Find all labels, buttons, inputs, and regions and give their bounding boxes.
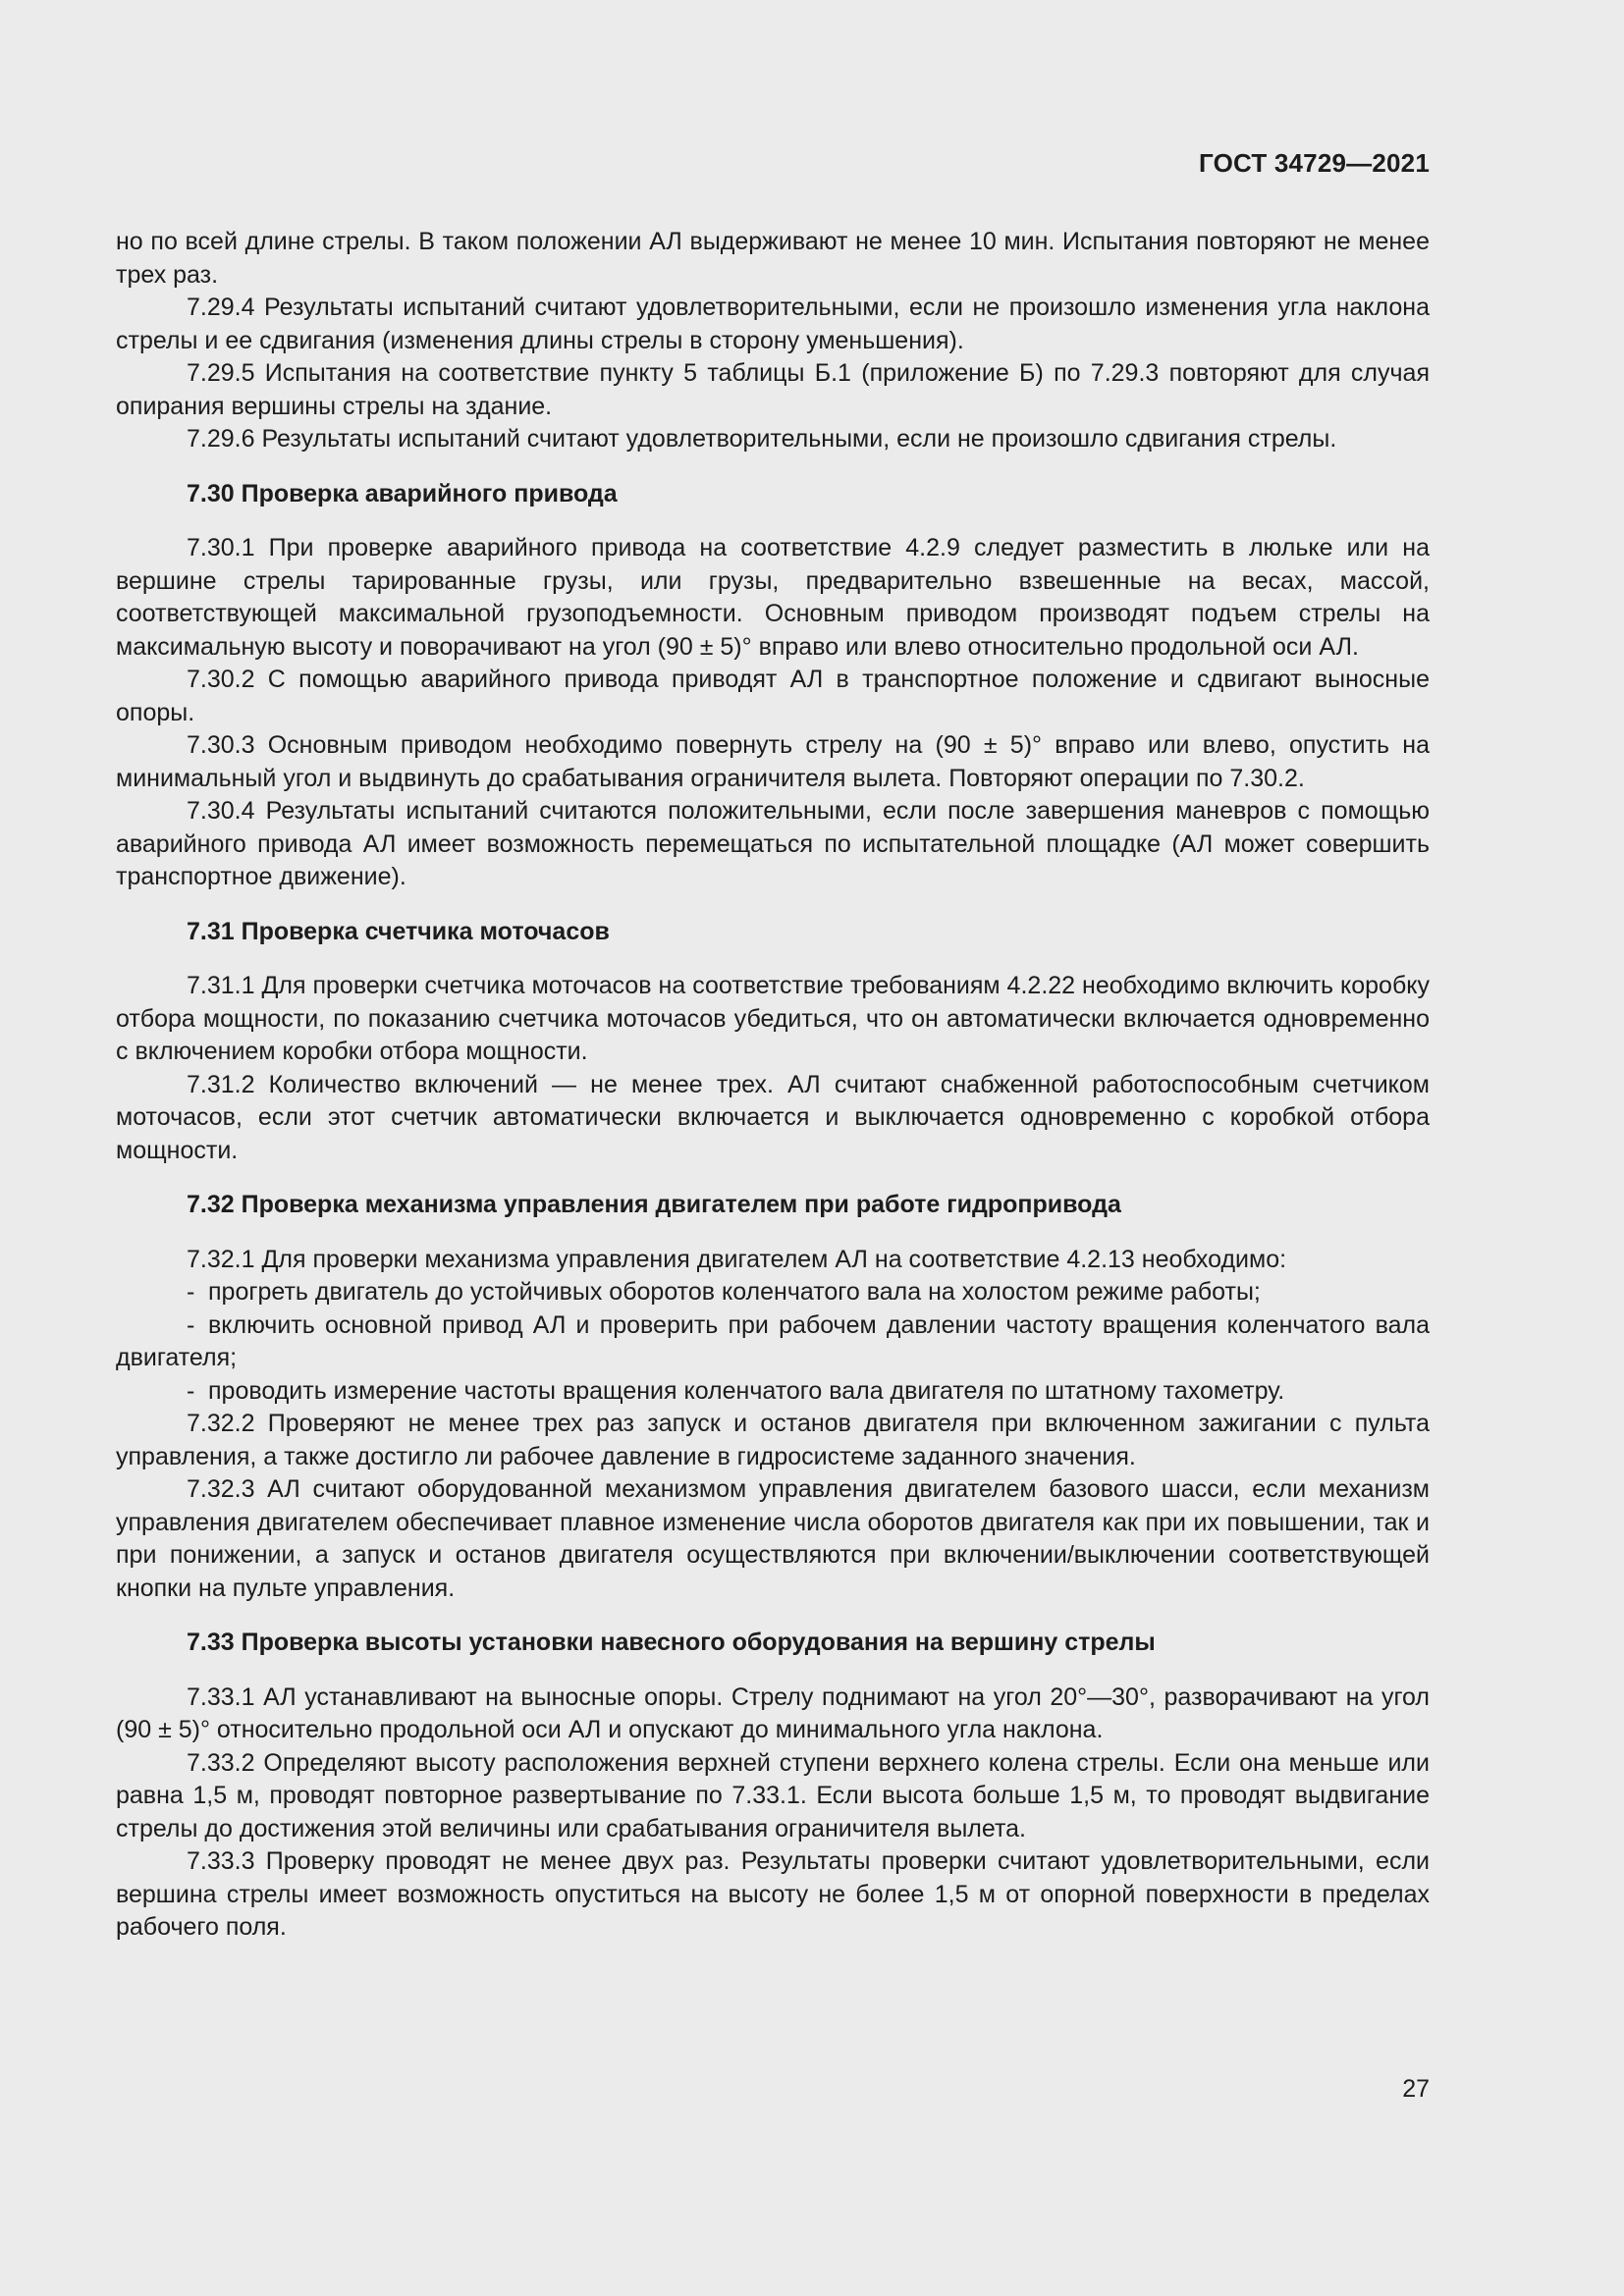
document-page: [116, 0, 1430, 2296]
list-item: [116, 1309, 1430, 1375]
paragraph-7-29-4: 7.29.4 Результаты испытаний считают удовлетворительными, если не произошло изменения угла наклона стрелы и ее сдвигания (изменения длины стрелы в сторону уменьшения).: [116, 294, 1430, 354]
list-item: [116, 1375, 1430, 1409]
paragraph-7-31-2: 7.31.2 Количество включений — не менее трех. АЛ считают снабженной работоспособным счетчиком моточасов, если этот счетчик автоматически включается и выключается одновременно с коробкой отбора мощности.: [116, 1070, 1430, 1164]
paragraph-7-32-3: 7.32.3 АЛ считают оборудованной механизмом управления двигателем базового шасси, если механизм управления двигателем обеспечивает плавное изменение числа оборотов двигателя как при их повышении, так и при понижении, а запуск и останов двигателя осуществляются при включении/выключении соответствующей кнопки на пульте управления.: [116, 1475, 1430, 1602]
paragraph-7-30-1: 7.30.1 При проверке аварийного привода на соответствие 4.2.9 следует разместить в люльке или на вершине стрелы тарированные грузы, или грузы, предварительно взвешенные на весах, массой, соответствующей максимальной грузоподъемности. Основным приводом производят подъем стрелы на максимальную высоту и поворачивают на угол (90 ± 5)° вправо или влево относительно продольной оси АЛ.: [116, 534, 1430, 661]
list-dash-marker: -: [187, 1278, 195, 1306]
paragraph-7-33-3: 7.33.3 Проверку проводят не менее двух раз. Результаты проверки считают удовлетворительными, если вершина стрелы имеет возможность опуститься на высоту не более 1,5 м от опорной поверхности в пределах рабочего поля.: [116, 1847, 1430, 1941]
paragraph-continuation: но по всей длине стрелы. В таком положении АЛ выдерживают не менее 10 мин. Испытания повторяют не менее трех раз.: [116, 228, 1430, 289]
list-item-text: включить основной привод АЛ и проверить при рабочем давлении частоту вращения коленчатого вала двигателя;: [116, 1310, 1430, 1371]
paragraph-7-33-1: 7.33.1 АЛ устанавливают на выносные опоры. Стрелу поднимают на угол 20°—30°, разворачивают на угол (90 ± 5)° относительно продольной оси АЛ и опускают до минимального угла наклона.: [116, 1682, 1430, 1743]
list-item-text: проводить измерение частоты вращения коленчатого вала двигателя по штатному тахометру.: [208, 1376, 1285, 1405]
section-heading-7-32: 7.32 Проверка механизма управления двигателем при работе гидропривода: [187, 1191, 1121, 1218]
paragraph-7-29-6: 7.29.6 Результаты испытаний считают удовлетворительными, если не произошло сдвигания стрелы.: [187, 425, 1337, 453]
paragraph-7-33-2: 7.33.2 Определяют высоту расположения верхней ступени верхнего колена стрелы. Если она меньше или равна 1,5 м, проводят повторное развертывание по 7.33.1. Если высота больше 1,5 м, то проводят выдвигание стрелы до достижения этой величины или срабатывания ограничителя вылета.: [116, 1748, 1430, 1842]
paragraph-7-30-4: 7.30.4 Результаты испытаний считаются положительными, если после завершения маневров с помощью аварийного привода АЛ имеет возможность перемещаться по испытательной площадке (АЛ может совершить транспортное движение).: [116, 797, 1430, 890]
section-heading-7-31: 7.31 Проверка счетчика моточасов: [187, 917, 610, 945]
paragraph-7-32-2: 7.32.2 Проверяют не менее трех раз запуск и останов двигателя при включенном зажигании с пульта управления, а также достигло ли рабочее давление в гидросистеме заданного значения.: [116, 1410, 1430, 1470]
page-number: 27: [1402, 2075, 1430, 2103]
section-heading-7-33: 7.33 Проверка высоты установки навесного оборудования на вершину стрелы: [187, 1629, 1156, 1656]
list-dash-marker: -: [187, 1376, 195, 1405]
paragraph-7-32-1: 7.32.1 Для проверки механизма управления двигателем АЛ на соответствие 4.2.13 необходимо:: [187, 1245, 1287, 1273]
list-dash-marker: -: [187, 1310, 195, 1339]
paragraph-7-30-2: 7.30.2 С помощью аварийного привода приводят АЛ в транспортное положение и сдвигают выносные опоры.: [116, 666, 1430, 726]
list-item-text: прогреть двигатель до устойчивых оборотов коленчатого вала на холостом режиме работы;: [208, 1278, 1261, 1306]
paragraph-7-30-3: 7.30.3 Основным приводом необходимо повернуть стрелу на (90 ± 5)° вправо или влево, опустить на минимальный угол и выдвинуть до срабатывания ограничителя вылета. Повторяют операции по 7.30.2.: [116, 731, 1430, 792]
paragraph-7-31-1: 7.31.1 Для проверки счетчика моточасов на соответствие требованиям 4.2.22 необходимо включить коробку отбора мощности, по показанию счетчика моточасов убедиться, что он автоматически включается одновременно с включением коробки отбора мощности.: [116, 972, 1430, 1065]
section-heading-7-30: 7.30 Проверка аварийного привода: [187, 479, 618, 507]
paragraph-7-29-5: 7.29.5 Испытания на соответствие пункту 5 таблицы Б.1 (приложение Б) по 7.29.3 повторяют для случая опирания вершины стрелы на здание.: [116, 359, 1430, 420]
list-item: [116, 1276, 1430, 1309]
document-code-header: ГОСТ 34729—2021: [1199, 148, 1430, 178]
page-content: [116, 226, 1430, 1945]
